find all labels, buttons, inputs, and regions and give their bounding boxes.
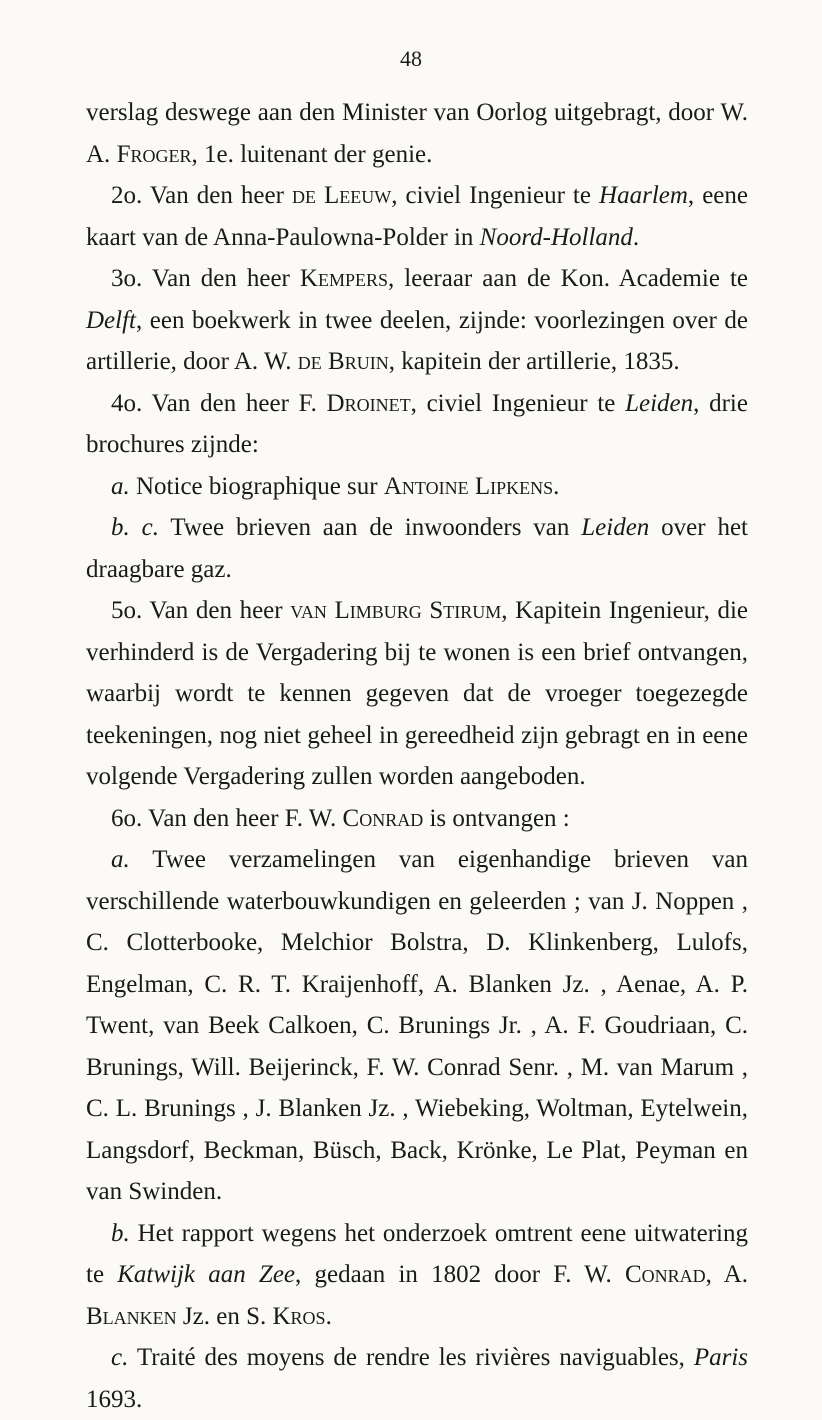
- paragraph-1: [86, 92, 748, 175]
- text: Van den heer: [142, 265, 300, 292]
- item-letter: a.: [111, 472, 130, 500]
- person-name: van Limburg Stirum: [290, 597, 502, 624]
- paragraph-4a: [86, 466, 748, 508]
- item-letter: b.: [111, 1219, 130, 1247]
- text: , A.: [705, 1261, 749, 1288]
- page-body: [86, 92, 748, 1420]
- page-number: 48: [400, 46, 422, 71]
- text: Het rapport wegens het onderzoek omtrent eene uitwatering te: [86, 1219, 748, 1288]
- text: , civiel Ingenieur te: [410, 389, 626, 417]
- person-name: Froger: [116, 140, 192, 168]
- text: Jz. en S.: [176, 1302, 273, 1330]
- person-name: Kempers: [299, 265, 388, 292]
- text: Twee brieven aan de inwoonders van: [158, 514, 582, 541]
- text: Notice biographique sur: [129, 472, 384, 500]
- text: Van den heer: [142, 597, 291, 624]
- person-name: Blanken: [86, 1302, 177, 1330]
- paragraph-6a: [86, 839, 748, 1213]
- place-name: Paris: [693, 1344, 748, 1371]
- text: Van den heer: [142, 182, 292, 209]
- text: is ontvangen :: [423, 804, 570, 832]
- paragraph-4: [86, 383, 748, 466]
- person-name: Conrad: [342, 804, 424, 832]
- item-letter: c.: [111, 1344, 129, 1371]
- item-number: 5o.: [111, 597, 143, 624]
- text: Twee verzamelingen van eigenhandige brieven van verschillende waterbouwkundigen en geleerden ; van J. Noppen , C. Clotterbooke, Melchior Bolstra, D. Klinkenberg, Lulofs, Engelman, C. R. T. Kraijenhoff, A. Blanken Jz. , Aenae, A. P. Twent, van Beek Calkoen, C. Brunings Jr. , A. F. Goudriaan, C. Brunings, Will. Beijerinck, F. W. Conrad Senr. , M. van Marum , C. L. Brunings , J. Blanken Jz. , Wiebeking, Woltman, Eytelwein, Langsdorf, Beckman, Büsch, Back, Krönke, Le Plat, Peyman en van Swinden.: [86, 846, 748, 1205]
- text: 1693.: [86, 1385, 143, 1413]
- text: .: [553, 472, 560, 500]
- item-number: 6o.: [111, 804, 143, 832]
- place-name: Noord-Holland: [479, 223, 633, 251]
- text: Van den heer F.: [142, 389, 327, 417]
- place-name: Delft: [86, 306, 136, 334]
- paragraph-6c: [86, 1337, 748, 1420]
- paragraph-4bc: [86, 507, 748, 590]
- text: Van den heer F. W.: [142, 804, 343, 832]
- text: , civiel Ingenieur te: [391, 182, 600, 209]
- text: , Kapitein Ingenieur, die verhinderd is de Vergadering bij te wonen is een brief ontvangen, waarbij wordt te kennen gegeven dat de vroeger toegezegde teekeningen, nog niet geheel in gereedheid zijn gebragt en in eene volgende Vergadering zullen worden aangeboden.: [86, 597, 749, 790]
- text: Traité des moyens de rendre les rivières naviguables,: [128, 1344, 694, 1371]
- text: , leeraar aan de Kon. Academie te: [388, 265, 748, 292]
- paragraph-3: [86, 258, 748, 383]
- place-name: Leiden: [581, 514, 650, 541]
- paragraph-6b: [86, 1213, 748, 1338]
- text: , een boekwerk in twee deelen, zijnde: voorlezingen over de artillerie, door A. W.: [86, 306, 748, 375]
- person-name: de Bruin: [297, 348, 389, 375]
- item-letter: a.: [111, 846, 130, 873]
- item-number: 3o.: [111, 265, 143, 292]
- paragraph-6: [86, 798, 748, 840]
- text: , eene kaart van de Anna-Paulowna-Polder in: [86, 182, 748, 251]
- text: , gedaan in 1802 door F. W.: [295, 1261, 625, 1288]
- text: .: [632, 223, 640, 251]
- text: , kapitein der artillerie, 1835.: [388, 348, 680, 375]
- paragraph-5: [86, 590, 748, 798]
- text: .: [325, 1302, 332, 1330]
- text: verslag deswege aan den Minister van Oorlog uitgebragt, door W. A.: [86, 99, 748, 168]
- person-name: Kros: [272, 1302, 326, 1330]
- text: , 1e. luitenant der genie.: [191, 140, 433, 168]
- item-letter: b. c.: [111, 514, 159, 541]
- place-name: Haarlem: [599, 182, 688, 209]
- text: over het draagbare gaz.: [86, 514, 748, 583]
- item-number: 4o.: [111, 389, 143, 417]
- item-number: 2o.: [111, 182, 143, 209]
- place-name: Leiden: [625, 389, 694, 417]
- text: , drie brochures zijnde:: [86, 389, 748, 458]
- person-name: Droinet: [326, 389, 411, 417]
- person-name: de Leeuw: [291, 182, 392, 209]
- place-name: Katwijk aan Zee: [117, 1261, 296, 1288]
- person-name: Conrad: [624, 1261, 706, 1288]
- person-name: Antoine Lipkens: [383, 472, 554, 500]
- paragraph-2: [86, 175, 748, 258]
